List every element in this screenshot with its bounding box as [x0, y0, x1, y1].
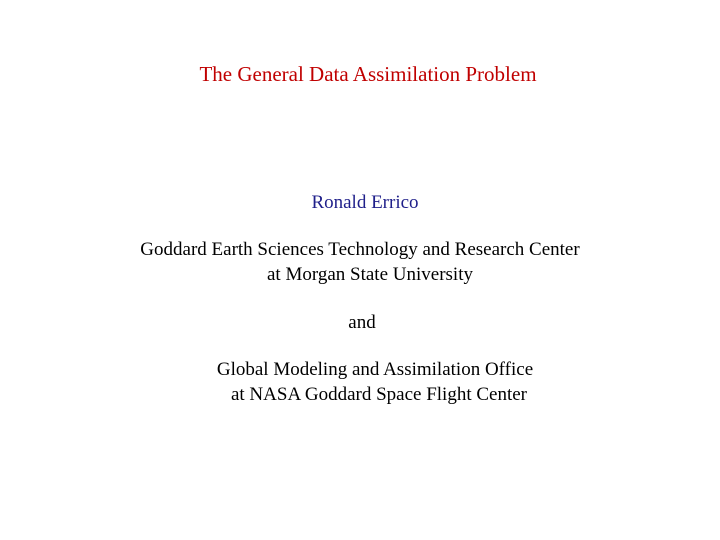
affiliation-1-line-2: at Morgan State University	[267, 264, 473, 285]
affiliation-2-line-1: Global Modeling and Assimilation Office	[216, 359, 534, 380]
author-name: Ronald Errico	[311, 192, 419, 213]
slide-title: The General Data Assimilation Problem	[199, 62, 537, 86]
affiliation-1-line-1: Goddard Earth Sciences Technology and Research Center	[140, 239, 580, 260]
affiliation-2-line-2: at NASA Goddard Space Flight Center	[230, 384, 528, 405]
conjunction-text: and	[348, 312, 376, 333]
